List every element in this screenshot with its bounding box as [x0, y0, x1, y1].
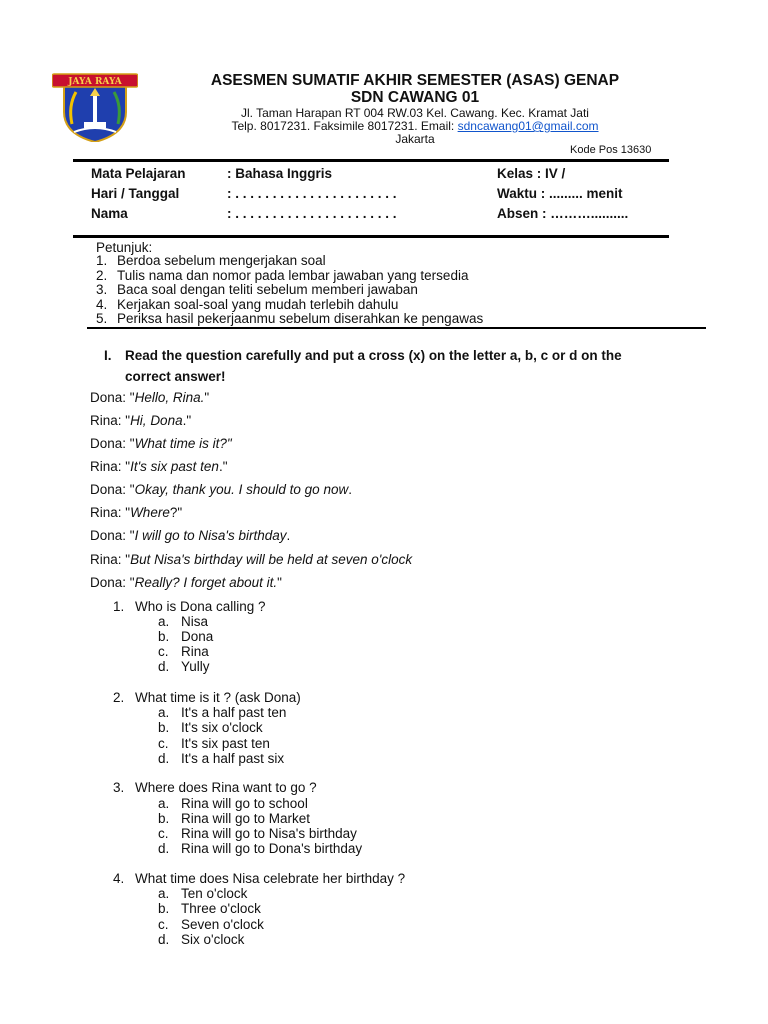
email-link[interactable]: sdncawang01@gmail.com: [457, 119, 599, 133]
option-text: Three o'clock: [181, 901, 261, 916]
exam-title: ASESMEN SUMATIF AKHIR SEMESTER (ASAS) GENAP: [210, 72, 620, 89]
school-address: Jl. Taman Harapan RT 004 RW.03 Kel. Cawang. Kec. Kramat Jati: [241, 106, 589, 120]
option-letter: b.: [158, 629, 170, 644]
absen-label: Absen : ………..........: [497, 206, 629, 221]
option-text: Dona: [181, 629, 214, 644]
subject-value: : Bahasa Inggris: [227, 166, 333, 181]
option-letter: d.: [158, 841, 170, 856]
option-letter: b.: [158, 811, 170, 826]
question-number: 3.: [113, 780, 125, 795]
question-text: What time does Nisa celebrate her birthday ?: [135, 871, 406, 886]
option-letter: c.: [158, 917, 169, 932]
option-text: Rina will go to school: [181, 796, 308, 811]
option-text: Nisa: [181, 614, 209, 629]
section-instruction-cont: correct answer!: [125, 369, 226, 384]
logo-text: JAYA RAYA: [68, 77, 122, 87]
option-letter: b.: [158, 901, 170, 916]
option-text: It's six o'clock: [181, 720, 263, 735]
instructions-title: Petunjuk:: [96, 240, 153, 255]
school-logo: [52, 72, 138, 142]
dialog-line: Dona: "Really? I forget about it.": [90, 575, 282, 590]
option-letter: d.: [158, 659, 170, 674]
question-number: 1.: [113, 599, 125, 614]
option-letter: c.: [158, 644, 169, 659]
option-letter: c.: [158, 736, 169, 751]
option-letter: c.: [158, 826, 169, 841]
dialog-line: Dona: "Okay, thank you. I should to go now.: [90, 482, 352, 497]
option-letter: a.: [158, 886, 170, 901]
class-label: Kelas : IV /: [497, 166, 566, 181]
question-text: Where does Rina want to go ?: [135, 780, 317, 795]
instruction-item: 4. Kerjakan soal-soal yang mudah terlebih dahulu: [96, 296, 399, 312]
option-text: Yully: [181, 659, 210, 674]
header-rule: [73, 159, 669, 162]
option-text: Rina will go to Market: [181, 811, 311, 826]
school-name: SDN CAWANG 01: [350, 89, 480, 106]
instruction-item: 2. Tulis nama dan nomor pada lembar jawaban yang tersedia: [96, 267, 469, 283]
question-number: 2.: [113, 690, 125, 705]
instruction-item: 5. Periksa hasil pekerjaanmu sebelum diserahkan ke pengawas: [96, 311, 484, 326]
option-text: Rina will go to Nisa's birthday: [181, 826, 357, 841]
instructions-list: [96, 254, 483, 327]
section-number: I.: [104, 348, 112, 363]
day-label: Hari / Tanggal: [91, 186, 180, 201]
option-letter: a.: [158, 796, 170, 811]
option-text: Seven o'clock: [181, 917, 264, 932]
option-text: Ten o'clock: [181, 886, 248, 901]
option-letter: a.: [158, 705, 170, 720]
question-number: 4.: [113, 871, 125, 886]
dialog-line: Rina: "Hi, Dona.": [90, 413, 192, 428]
postal-code: Kode Pos 13630: [570, 144, 652, 156]
day-value: : . . . . . . . . . . . . . . . . . . . . . .: [227, 186, 397, 201]
option-text: Six o'clock: [181, 932, 245, 947]
contact-text: Telp. 8017231. Faksimile 8017231. Email:: [231, 119, 458, 133]
time-label: Waktu : ......... menit: [497, 186, 623, 201]
option-letter: d.: [158, 751, 170, 766]
option-text: Rina: [181, 644, 209, 659]
question-text: Who is Dona calling ?: [135, 599, 266, 614]
option-letter: d.: [158, 932, 170, 947]
option-text: It's a half past ten: [181, 705, 287, 720]
option-text: It's a half past six: [181, 751, 285, 766]
name-value: : . . . . . . . . . . . . . . . . . . . . . .: [227, 206, 397, 221]
option-text: Rina will go to Dona's birthday: [181, 841, 363, 856]
instructions-rule: [87, 327, 706, 329]
option-letter: b.: [158, 720, 170, 735]
info-rule: [73, 235, 669, 238]
option-text: It's six past ten: [181, 736, 270, 751]
dialog-line: Dona: "Hello, Rina.": [90, 390, 210, 405]
dialog-line: Rina: "It's six past ten.": [90, 459, 228, 474]
question-text: What time is it ? (ask Dona): [135, 690, 301, 705]
option-letter: a.: [158, 614, 170, 629]
instruction-item: 3. Baca soal dengan teliti sebelum memberi jawaban: [96, 282, 418, 297]
section-instruction: Read the question carefully and put a cross (x) on the letter a, b, c or d on the: [125, 348, 622, 363]
school-contact: [150, 119, 680, 133]
name-label: Nama: [91, 206, 128, 221]
school-city: Jakarta: [395, 132, 435, 146]
dialog-line: Dona: "I will go to Nisa's birthday.: [90, 528, 291, 543]
dialog-line: Dona: "What time is it?": [90, 436, 232, 451]
subject-label: Mata Pelajaran: [91, 166, 186, 181]
dialog-line: Rina: "Where?": [90, 505, 183, 520]
instruction-item: 1. Berdoa sebelum mengerjakan soal: [96, 253, 326, 268]
dialog-line: Rina: "But Nisa's birthday will be held at seven o'clock: [90, 552, 413, 567]
